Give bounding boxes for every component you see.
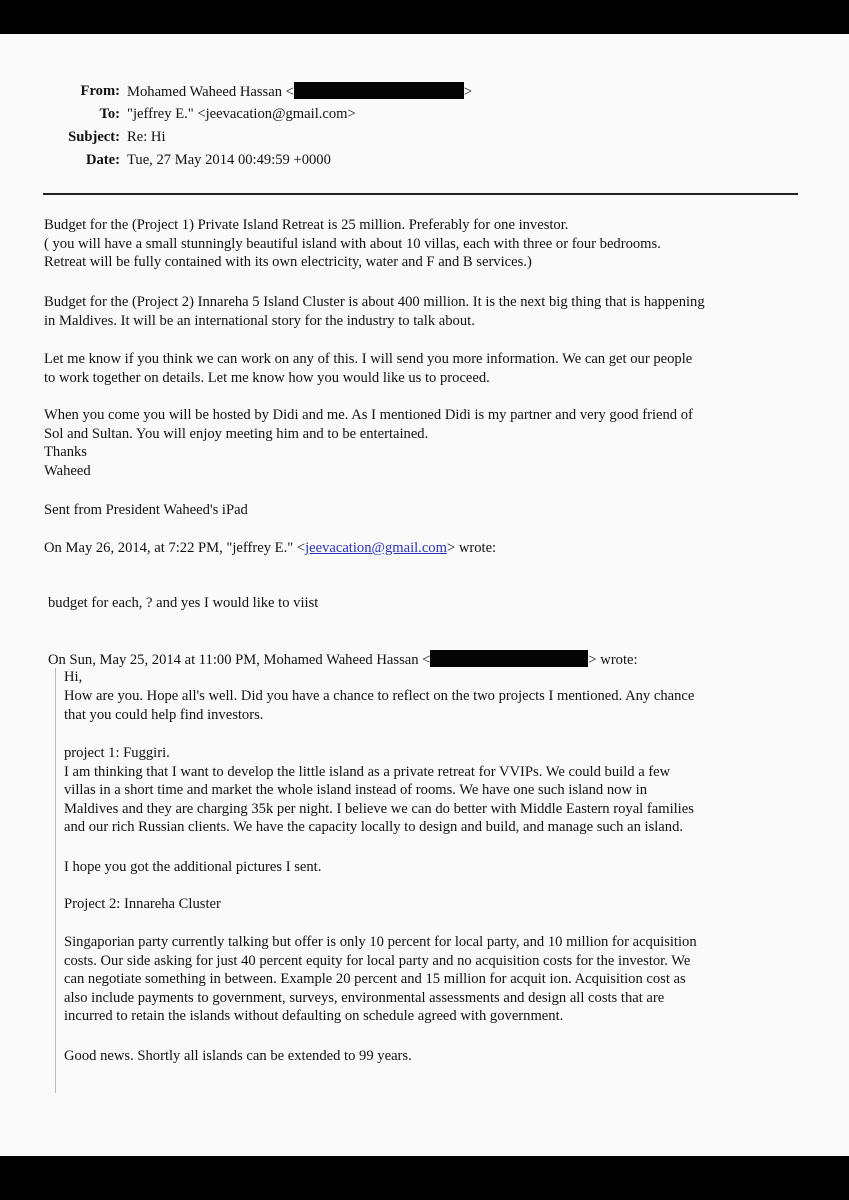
text-line: I am thinking that I want to develop the little island as a private retreat for VVIPs. We could build a few [64, 763, 671, 780]
quoted-project1 [64, 744, 694, 837]
text-line: Singaporian party currently talking but offer is only 10 percent for local party, and 10 million for acquisition [64, 934, 697, 950]
subject-row [0, 128, 849, 146]
text-line: Retreat will be fully contained with its own electricity, water and F and B services.) [44, 254, 532, 270]
to-label: To: [99, 106, 120, 122]
paragraph-project1-budget [44, 216, 661, 272]
text-line: How are you. Hope all's well. Did you have a chance to reflect on the two projects I mentioned. Any chance [64, 688, 695, 704]
text-line: can negotiate something in between. Example 20 percent and 15 million for acquit ion. Acquisition cost as [64, 971, 686, 987]
email-link[interactable]: jeevacation@gmail.com [305, 540, 447, 556]
text-line: Maldives and they are charging 35k per night. I believe we can do better with Middle Eastern royal families [64, 800, 694, 817]
text-line: villas in a short time and market the whole island instead of rooms. We have one such island now in [64, 782, 647, 798]
paragraph-next-steps [44, 350, 692, 387]
text-line: incurred to retain the islands without defaulting on schedule agreed with government. [64, 1008, 564, 1024]
quoted-good-news: Good news. Shortly all islands can be extended to 99 years. [64, 1048, 412, 1064]
quote-bar [55, 668, 56, 1093]
text-line: in Maldives. It will be an international story for the industry to talk about. [44, 312, 475, 329]
project1-title: project 1: Fuggiri. [64, 745, 170, 761]
date-row [0, 151, 849, 169]
document-page [0, 34, 849, 1184]
date-label: Date: [85, 152, 120, 168]
text-line: costs. Our side asking for just 40 percent equity for local party and no acquisition costs for the investor. We [64, 952, 691, 969]
date-value: Tue, 27 May 2014 00:49:59 +0000 [127, 152, 331, 168]
text-line: also include payments to government, surveys, environmental assessments and design all costs that are [64, 989, 665, 1006]
quoted-greeting: Hi, [64, 669, 83, 685]
redacted-email-block [294, 82, 464, 99]
wrote-line-jeffrey: On May 26, 2014, at 7:22 PM, "jeffrey E." <jeevacation@gmail.com> wrote: [44, 540, 497, 556]
to-row [0, 105, 849, 123]
text-line: and our rich Russian clients. We have the capacity locally to design and build, and manage such an island. [64, 819, 684, 835]
paragraph-project2-budget [44, 293, 705, 330]
sent-from-line: Sent from President Waheed's iPad [44, 502, 248, 518]
wrote-line-waheed: On Sun, May 25, 2014 at 11:00 PM, Mohamed Waheed Hassan < > wrote: [48, 652, 638, 668]
from-row [0, 82, 849, 100]
quoted-project2-title: Project 2: Innareha Cluster [64, 896, 221, 912]
text-line: that you could help find investors. [64, 706, 264, 723]
quoted-pictures-line: I hope you got the additional pictures I sent. [64, 859, 322, 875]
reply-line: budget for each, ? and yes I would like to viist [48, 595, 319, 611]
subject-label: Subject: [68, 129, 120, 145]
quoted-intro [64, 687, 694, 724]
signature: Waheed [44, 462, 91, 479]
closing-thanks: Thanks [44, 444, 87, 460]
text-line: When you come you will be hosted by Didi and me. As I mentioned Didi is my partner and very good friend of [44, 407, 693, 423]
quoted-project2 [64, 933, 697, 1026]
header-divider [43, 193, 798, 195]
paragraph-hosting [44, 406, 693, 480]
from-name: Mohamed Waheed Hassan < [127, 84, 294, 100]
text-line: Budget for the (Project 1) Private Island Retreat is 25 million. Preferably for one investor. [44, 217, 569, 233]
from-label: From: [80, 83, 120, 99]
from-tail: > [463, 84, 473, 100]
text-line: Sol and Sultan. You will enjoy meeting him and to be entertained. [44, 425, 429, 442]
text-line: to work together on details. Let me know how you would like us to proceed. [44, 369, 490, 386]
text-line: Budget for the (Project 2) Innareha 5 Island Cluster is about 400 million. It is the next big thing that is happening [44, 294, 705, 310]
text-line: Let me know if you think we can work on any of this. I will send you more information. We can get our people [44, 351, 693, 367]
document-id-stamp: EFTA00707038 [740, 1168, 841, 1184]
to-value: "jeffrey E." <jeevacation@gmail.com> [127, 106, 356, 122]
redacted-email-block [430, 650, 588, 667]
subject-value: Re: Hi [127, 129, 166, 145]
text-line: ( you will have a small stunningly beautiful island with about 10 villas, each with three or four bedrooms. [44, 235, 661, 252]
